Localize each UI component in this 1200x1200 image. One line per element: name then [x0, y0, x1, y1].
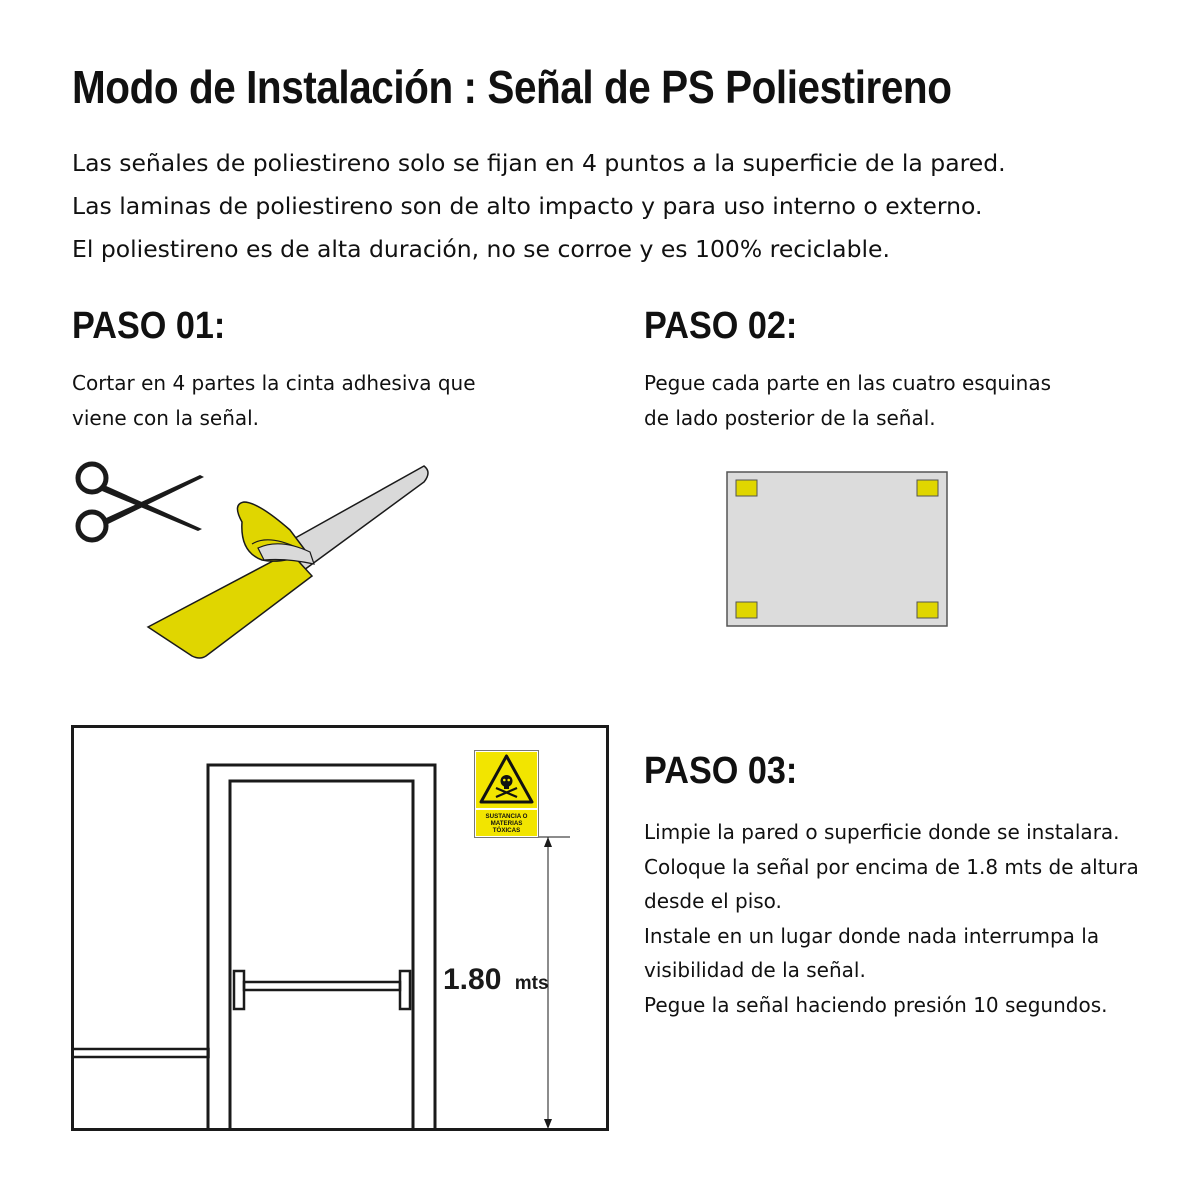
toxic-warning-icon: [474, 750, 539, 838]
adhesive-corner: [736, 602, 757, 618]
sign-back-icon: [726, 471, 948, 627]
adhesive-corner: [917, 602, 938, 618]
adhesive-corner: [736, 480, 757, 496]
step-2-line: de lado posterior de la señal.: [644, 406, 936, 430]
height-value: 1.80: [443, 963, 502, 996]
sign-text-line: MATERIAS: [490, 820, 523, 827]
step-2-title: PASO 02:: [644, 305, 798, 347]
step-3-line: visibilidad de la señal.: [644, 958, 866, 982]
sign-text-line: SUSTANCIA O: [485, 813, 528, 820]
step-2-text: [644, 366, 1051, 436]
intro-text: [72, 142, 1006, 271]
step-1-line: Cortar en 4 partes la cinta adhesiva que: [72, 371, 476, 395]
step-3-text: [644, 815, 1139, 1022]
page-title: Modo de Instalación : Señal de PS Poliestireno: [72, 61, 952, 113]
step-1-title: PASO 01:: [72, 305, 226, 347]
intro-line: El poliestireno es de alta duración, no se corroe y es 100% reciclable.: [72, 235, 890, 263]
step-3-line: Coloque la señal por encima de 1.8 mts de altura: [644, 854, 1139, 879]
step-3-line: Instale en un lugar donde nada interrumpa la: [644, 923, 1100, 948]
step-1-text: [72, 366, 476, 436]
intro-line: Las señales de poliestireno solo se fijan en 4 puntos a la superficie de la pared.: [72, 149, 1006, 177]
step-3-line: Limpie la pared o superficie donde se instalara.: [644, 820, 1120, 844]
step-1-line: viene con la señal.: [72, 406, 260, 430]
step-2-line: Pegue cada parte en las cuatro esquinas: [644, 371, 1052, 395]
adhesive-corner: [917, 480, 938, 496]
step-3-title: PASO 03:: [644, 750, 798, 792]
adhesive-tape-icon: [140, 452, 440, 662]
sign-text-line: TÓXICAS: [492, 827, 521, 834]
step-3-line: desde el piso.: [644, 889, 782, 913]
height-unit: mts: [514, 973, 549, 994]
svg-text:1.80 mts: [443, 963, 549, 996]
intro-line: Las laminas de poliestireno son de alto impacto y para uso interno o externo.: [72, 192, 983, 220]
step-3-line: Pegue la señal haciendo presión 10 segundos.: [644, 992, 1108, 1017]
